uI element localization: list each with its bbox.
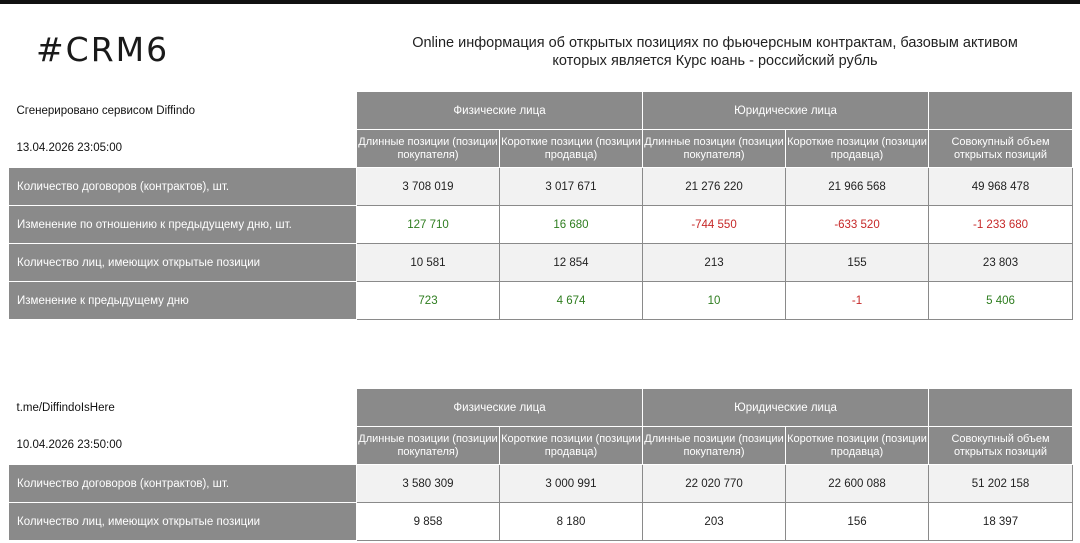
table-cell: -744 550 xyxy=(643,206,786,244)
table-cell: 22 600 088 xyxy=(786,465,929,503)
table-cell: -1 xyxy=(786,282,929,320)
telegram-link[interactable]: t.me/DiffindoIsHere xyxy=(9,389,357,427)
table-cell: 21 276 220 xyxy=(643,168,786,206)
table-cell: -633 520 xyxy=(786,206,929,244)
group-header-empty xyxy=(929,92,1073,130)
group-header-legal: Юридические лица xyxy=(643,92,929,130)
table-cell: 213 xyxy=(643,244,786,282)
col-header-total: Совокупный объем открытых позиций xyxy=(929,427,1073,465)
table-cell: 18 397 xyxy=(929,503,1073,541)
headline-line-1: Online информация об открытых позициях по фьючерсным контрактам, базовым активом xyxy=(412,35,1018,51)
table-cell: 3 017 671 xyxy=(500,168,643,206)
table-row xyxy=(9,244,1073,282)
table-cell: 156 xyxy=(786,503,929,541)
table-cell: 16 680 xyxy=(500,206,643,244)
top-bar xyxy=(0,0,1080,4)
table-cell: 3 580 309 xyxy=(357,465,500,503)
group-header-individuals: Физические лица xyxy=(357,92,643,130)
table-cell: 4 674 xyxy=(500,282,643,320)
table-cell: 127 710 xyxy=(357,206,500,244)
col-header-individuals-long: Длинные позиции (позиции покупателя) xyxy=(357,130,500,168)
table-cell: 5 406 xyxy=(929,282,1073,320)
col-header-legal-long: Длинные позиции (позиции покупателя) xyxy=(643,130,786,168)
table-cell: 51 202 158 xyxy=(929,465,1073,503)
table-cell: 10 xyxy=(643,282,786,320)
report-timestamp: 13.04.2026 23:05:00 xyxy=(9,130,357,168)
table-cell: 9 858 xyxy=(357,503,500,541)
table-row xyxy=(9,168,1073,206)
table-cell: 3 708 019 xyxy=(357,168,500,206)
row-label: Количество договоров (контрактов), шт. xyxy=(9,168,357,206)
table-cell: 22 020 770 xyxy=(643,465,786,503)
positions-table-current xyxy=(8,91,1073,320)
table-cell: 12 854 xyxy=(500,244,643,282)
col-header-individuals-long: Длинные позиции (позиции покупателя) xyxy=(357,427,500,465)
group-header-empty xyxy=(929,389,1073,427)
row-label: Количество лиц, имеющих открытые позиции xyxy=(9,503,357,541)
table-cell: 155 xyxy=(786,244,929,282)
col-header-legal-long: Длинные позиции (позиции покупателя) xyxy=(643,427,786,465)
col-header-total: Совокупный объем открытых позиций xyxy=(929,130,1073,168)
table-cell: 21 966 568 xyxy=(786,168,929,206)
table-row xyxy=(9,206,1073,244)
col-header-individuals-short: Короткие позиции (позиции продавца) xyxy=(500,130,643,168)
table-cell: 3 000 991 xyxy=(500,465,643,503)
hashtag-title: #CRM6 xyxy=(36,30,170,69)
report-timestamp: 10.04.2026 23:50:00 xyxy=(9,427,357,465)
table-cell: 49 968 478 xyxy=(929,168,1073,206)
table-row xyxy=(9,465,1073,503)
positions-table-previous xyxy=(8,388,1073,541)
table-cell: 23 803 xyxy=(929,244,1073,282)
col-header-legal-short: Короткие позиции (позиции продавца) xyxy=(786,130,929,168)
col-header-individuals-short: Короткие позиции (позиции продавца) xyxy=(500,427,643,465)
group-header-individuals: Физические лица xyxy=(357,389,643,427)
table-cell: -1 233 680 xyxy=(929,206,1073,244)
row-label: Изменение к предыдущему дню xyxy=(9,282,357,320)
group-header-legal: Юридические лица xyxy=(643,389,929,427)
table-cell: 723 xyxy=(357,282,500,320)
table-cell: 10 581 xyxy=(357,244,500,282)
row-label: Количество лиц, имеющих открытые позиции xyxy=(9,244,357,282)
row-label: Изменение по отношению к предыдущему дню, шт. xyxy=(9,206,357,244)
col-header-legal-short: Короткие позиции (позиции продавца) xyxy=(786,427,929,465)
table-row xyxy=(9,503,1073,541)
table-cell: 203 xyxy=(643,503,786,541)
headline-line-2: которых является Курс юань - российский рубль xyxy=(552,53,878,69)
page-headline xyxy=(370,34,1060,70)
table-cell: 8 180 xyxy=(500,503,643,541)
table-row xyxy=(9,282,1073,320)
row-label: Количество договоров (контрактов), шт. xyxy=(9,465,357,503)
generated-by-label: Сгенерировано сервисом Diffindo xyxy=(9,92,357,130)
